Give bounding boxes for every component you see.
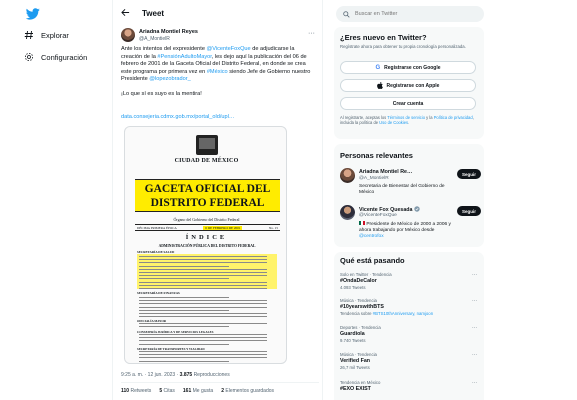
search-box[interactable]: [336, 6, 484, 22]
gazette-text-line: [139, 259, 267, 260]
follow-button[interactable]: Seguir: [457, 169, 481, 179]
gazette-text-line: [139, 357, 267, 358]
gazette-text-line: [139, 288, 267, 289]
gazette-subsection: OFICIALÍA MAYOR: [137, 319, 167, 323]
gazette-epoch: DÉCIMA PRIMERA ÉPOCA: [137, 225, 177, 230]
nav-label-settings: Configuración: [41, 52, 88, 62]
legal-text: .: [408, 120, 410, 126]
gazette-text-line: [139, 334, 267, 335]
nav-item-settings[interactable]: [24, 52, 87, 62]
gazette-text-line: [139, 262, 267, 263]
tweet-text-part: Ante los intentos del expresidente: [121, 46, 207, 52]
gazette-text-line: [139, 313, 267, 314]
gazette-dateline: [135, 224, 280, 231]
more-options-icon[interactable]: ···: [308, 30, 315, 37]
signup-apple-label: Registrarse con Apple: [386, 82, 440, 89]
trend-name: #OndaDeCalor: [340, 278, 377, 284]
trend-context: Deportes · Tendencia: [340, 325, 381, 330]
signup-google-button[interactable]: [340, 61, 476, 74]
more-options-icon[interactable]: ···: [472, 325, 477, 331]
gazette-text-line: [139, 354, 267, 355]
person-name[interactable]: [359, 206, 420, 213]
stat-bookmarks[interactable]: 2 Elementos guardados: [221, 388, 275, 394]
tweet-image-gazette[interactable]: [124, 126, 287, 364]
tweet-text: [121, 46, 316, 106]
tweet-text-part: de adjudicarse la creación de la: [121, 46, 295, 60]
signup-title: ¿Eres nuevo en Twitter?: [340, 33, 427, 42]
signup-description: Regístrate ahora para obtener tu propia cronología personalizada.: [340, 44, 466, 49]
back-arrow-icon[interactable]: [121, 8, 130, 19]
trend-name: Verified Fan: [340, 358, 371, 364]
trend-context: Solo en Twitter · Tendencia: [340, 272, 392, 277]
divider: [121, 382, 319, 383]
gazette-text-line: [139, 323, 267, 324]
hashtag-link[interactable]: #México: [206, 68, 228, 75]
signup-legal: [340, 115, 476, 126]
trends-title: Qué está pasando: [340, 256, 405, 265]
mention-link[interactable]: @lopezobrador_: [149, 76, 191, 83]
person-name-text: Vicente Fox Quesada: [359, 207, 413, 213]
views-label: Reproducciones: [193, 372, 230, 378]
legal-text: , incluida la política de: [340, 115, 474, 126]
gazette-text-line: [139, 272, 267, 273]
trend-context: Música · Tendencia: [340, 352, 377, 357]
gazette-text-line: [139, 285, 267, 286]
hash-icon: [24, 30, 34, 40]
left-nav: [0, 0, 112, 400]
more-options-icon[interactable]: ···: [472, 352, 477, 358]
trend-related-link[interactable]: #BTS10thAnniversary, namjoon: [372, 311, 434, 316]
gazette-index-title: ÍNDICE: [185, 234, 228, 241]
search-input[interactable]: [355, 11, 465, 17]
mention-link[interactable]: @centrofox: [359, 234, 384, 239]
gazette-text-line: [139, 278, 229, 279]
twitter-bird-icon[interactable]: [26, 8, 40, 22]
trends-card: [334, 252, 484, 400]
gazette-text-line: [139, 300, 267, 301]
avatar[interactable]: [340, 168, 355, 183]
relevant-people-title: Personas relevantes: [340, 151, 413, 160]
terms-link[interactable]: Términos de servicio: [387, 115, 426, 120]
cookies-link[interactable]: Uso de Cookies: [379, 120, 409, 126]
create-account-label: Crear cuenta: [392, 100, 424, 107]
gazette-text-line: [139, 282, 267, 283]
hashtag-link[interactable]: #PensiónAdultoMayor: [157, 53, 212, 60]
mexico-flag-icon: [359, 221, 365, 225]
author-handle[interactable]: @A_MontielR: [139, 36, 170, 42]
create-account-button[interactable]: [340, 97, 476, 110]
gazette-text-line: [139, 337, 267, 338]
tweet-meta: [121, 372, 230, 378]
verified-badge-icon: [414, 206, 420, 212]
legal-text: Al registrarte, aceptas los: [340, 115, 388, 120]
page-title: Tweet: [142, 9, 165, 18]
trend-name: Guardiola: [340, 331, 365, 337]
person-handle[interactable]: @VicenteFoxQue: [359, 213, 397, 218]
legal-text: y la: [425, 115, 434, 120]
tweet-text-part: , les dejo aquí la publicación del 06 de febrero de 2001 de la Gaceta Oficial del Distrito Federal, en donde se crea este programa por primera vez en: [121, 53, 307, 75]
tweet-author: [121, 28, 321, 44]
gazette-organ: Órgano del Gobierno del Distrito Federal: [173, 217, 240, 222]
avatar[interactable]: [121, 28, 135, 42]
nav-label-explore: Explorar: [41, 30, 69, 40]
gazette-text-line: [139, 351, 267, 352]
search-icon: [343, 11, 350, 18]
gazette-text-line: [139, 340, 267, 341]
gazette-text-line: [139, 266, 229, 267]
gazette-text-line: [139, 256, 267, 257]
tweet-text-part: siendo Jefe de Gobierno nuestro Presidente: [121, 68, 311, 83]
gazette-text-line: [139, 269, 267, 270]
signup-card: [334, 27, 484, 139]
follow-button[interactable]: Seguir: [457, 206, 481, 216]
gazette-date: 6 DE FEBRERO DE 2001: [205, 225, 241, 230]
trend-name: #EXO EXIST: [340, 386, 371, 392]
relevant-people-card: [334, 144, 484, 247]
gazette-text-line: [139, 344, 229, 345]
views-count: 3.875: [179, 372, 193, 378]
gazette-text-line: [139, 297, 229, 298]
sidebar-right: [334, 0, 484, 400]
tweet-stats: [121, 388, 274, 394]
gazette-text-line: [139, 310, 229, 311]
more-options-icon[interactable]: ···: [472, 272, 477, 278]
gazette-admin-heading: ADMINISTRACIÓN PÚBLICA DEL DISTRITO FEDERAL: [158, 244, 256, 248]
trend-count: 4.093 Tweets: [340, 285, 366, 290]
signup-apple-button[interactable]: [340, 79, 476, 92]
trend-count: 26,7 mil Tweets: [340, 365, 370, 370]
mention-link[interactable]: @VicenteFoxQue: [206, 46, 251, 52]
gazette-text-line: [139, 361, 229, 362]
trend-context: Tendencia en México: [340, 380, 381, 385]
person-name[interactable]: Ariadna Montiel Re…: [359, 169, 413, 175]
gazette-text-line: [139, 326, 229, 327]
person-bio-text: Presidente de México de 2000 a 2006 y ahora trabajando por México desde: [359, 222, 451, 233]
more-options-icon[interactable]: ···: [472, 298, 477, 304]
external-link[interactable]: data.consejeria.cdmx.gob.mx/portal_old/upl…: [121, 114, 235, 120]
gazette-section: SECRETARÍA DE FINANZAS: [137, 291, 180, 295]
stat-likes[interactable]: 161 Me gusta: [182, 388, 214, 394]
tweet-time[interactable]: 9:25 a. m. · 12 jun. 2023 ·: [121, 372, 180, 378]
more-options-icon[interactable]: ···: [472, 380, 477, 386]
gazette-text-line: [139, 275, 267, 276]
author-name[interactable]: Ariadna Montiel Reyes: [139, 29, 198, 35]
gazette-section: SECRETARÍA DE SALUD: [137, 250, 175, 254]
google-icon: G: [375, 64, 381, 71]
trend-count: 9.740 Tweets: [340, 338, 366, 343]
trend-context: Música · Tendencia: [340, 298, 377, 303]
stat-quotes[interactable]: 5 Citas: [159, 388, 175, 394]
gear-icon: [24, 52, 34, 62]
person-bio: [359, 221, 456, 240]
person-handle[interactable]: @A_MontielR: [359, 176, 389, 181]
trend-count: Tendencia sobre #BTS10thAnniversary, namjoon: [340, 311, 434, 316]
gazette-title: GACETA OFICIAL DEL: [144, 183, 271, 195]
privacy-link[interactable]: Política de privacidad: [433, 115, 473, 120]
gazette-number: No. 15: [269, 225, 278, 230]
gazette-title: DISTRITO FEDERAL: [150, 197, 265, 209]
gazette-subsection: CONSEJERÍA JURÍDICA Y DE SERVICIOS LEGALES: [137, 330, 214, 334]
person-bio: Secretaria de Bienestar del Gobierno de México: [359, 184, 445, 195]
seal-icon: [196, 135, 218, 155]
gazette-entity: CIUDAD DE MÉXICO: [174, 158, 239, 164]
gazette-subsection: SECRETARÍA DE TRANSPORTES Y VIALIDAD: [137, 347, 205, 351]
gazette-text-line: [139, 303, 267, 304]
trend-name: #10yearswithBTS: [340, 304, 384, 310]
nav-item-explore[interactable]: [24, 30, 69, 40]
tweet-text-part: ¡Lo que sí es suyo es la mentira!: [121, 90, 202, 97]
stat-retweets[interactable]: 110 Retweets: [121, 388, 152, 394]
apple-icon: [377, 82, 383, 89]
signup-google-label: Registrarse con Google: [384, 64, 441, 71]
avatar[interactable]: [340, 205, 355, 220]
gazette-text-line: [139, 307, 267, 308]
gazette-text-line: [139, 316, 267, 317]
gazette-title-band: [135, 179, 280, 212]
